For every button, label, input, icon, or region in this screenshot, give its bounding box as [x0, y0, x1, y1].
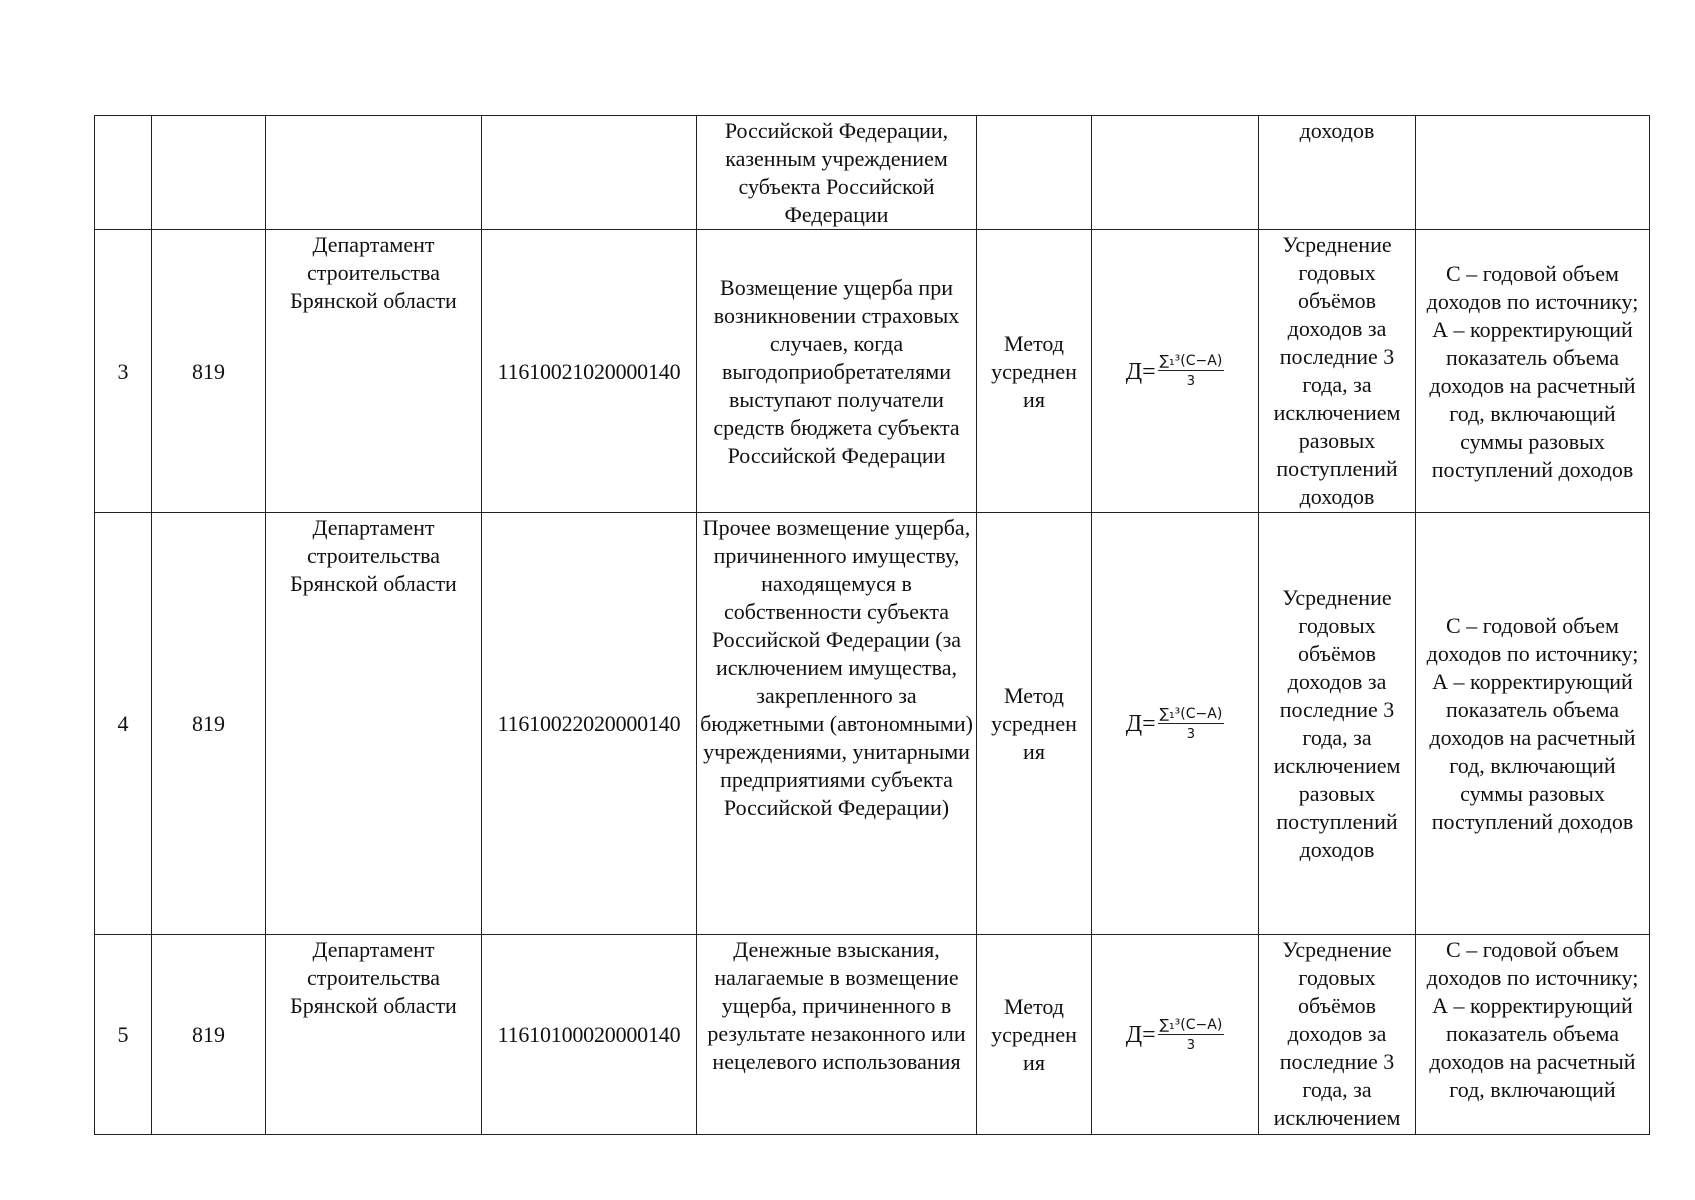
kbk-code-cell: 11610021020000140 [482, 230, 697, 513]
revenue-name-cell: Прочее возмещение ущерба, причиненного имуществу, находящемуся в собственности субъекта Российской Федерации (за исключением имущества, закрепленного за бюджетными (автономными) учреждениями, унитарными предприятиями субъекта Российской Федерации) [697, 513, 977, 935]
revenue-method-table [94, 115, 1650, 1135]
method-cell: Метод усреднен ия [977, 935, 1092, 1135]
row-number-cell [95, 116, 152, 230]
method-cell [977, 116, 1092, 230]
formula-fraction [1158, 353, 1225, 390]
formula-label: Д= [1125, 711, 1156, 737]
row-number-cell: 5 [95, 935, 152, 1135]
table-row [95, 513, 1650, 935]
average-formula [1126, 1017, 1225, 1054]
indicators-cell: С – годовой объем доходов по источнику; А – корректирующий показатель объема доходов на расчетный год, включающий суммы разовых поступлений доходов [1416, 513, 1650, 935]
revenue-name-cell: Денежные взыскания, налагаемые в возмещение ущерба, причиненного в результате незаконного или нецелевого использования [697, 935, 977, 1135]
formula-cell [1092, 935, 1259, 1135]
indicators-cell [1416, 116, 1650, 230]
kbk-code-cell: 11610022020000140 [482, 513, 697, 935]
department-cell: Департамент строительства Брянской области [266, 230, 482, 513]
table-row [95, 116, 1650, 230]
department-cell [266, 116, 482, 230]
revenue-name-cell: Возмещение ущерба при возникновении страховых случаев, когда выгодоприобретателями выступают получатели средств бюджета субъекта Российской Федерации [697, 230, 977, 513]
formula-label: Д= [1125, 1022, 1156, 1048]
table-row [95, 935, 1650, 1135]
department-cell: Департамент строительства Брянской области [266, 935, 482, 1135]
row-number-cell: 3 [95, 230, 152, 513]
admin-code-cell: 819 [152, 513, 266, 935]
formula-fraction [1158, 1017, 1225, 1054]
formula-numerator: ∑₁³(C−A) [1159, 353, 1223, 369]
table-row [95, 230, 1650, 513]
algorithm-cell: Усреднение годовых объёмов доходов за последние 3 года, за исключением разовых поступлений доходов [1259, 513, 1416, 935]
department-cell: Департамент строительства Брянской области [266, 513, 482, 935]
revenue-name-cell: Российской Федерации, казенным учреждением субъекта Российской Федерации [697, 116, 977, 230]
formula-cell [1092, 116, 1259, 230]
kbk-code-cell: 11610100020000140 [482, 935, 697, 1135]
indicators-cell: С – годовой объем доходов по источнику; А – корректирующий показатель объема доходов на расчетный год, включающий [1416, 935, 1650, 1135]
formula-label: Д= [1125, 358, 1156, 385]
formula-cell [1092, 513, 1259, 935]
method-cell: Метод усреднен ия [977, 513, 1092, 935]
method-cell: Метод усреднен ия [977, 230, 1092, 513]
formula-numerator: ∑₁³(C−A) [1159, 705, 1223, 722]
formula-cell [1092, 230, 1259, 513]
admin-code-cell [152, 116, 266, 230]
admin-code-cell: 819 [152, 935, 266, 1135]
admin-code-cell: 819 [152, 230, 266, 513]
formula-fraction [1158, 706, 1225, 743]
average-formula [1126, 706, 1225, 743]
formula-denominator: 3 [1186, 1037, 1196, 1053]
kbk-code-cell [482, 116, 697, 230]
formula-denominator: 3 [1186, 374, 1196, 389]
row-number-cell: 4 [95, 513, 152, 935]
indicators-cell: С – годовой объем доходов по источнику; А – корректирующий показатель объема доходов на расчетный год, включающий суммы разовых поступлений доходов [1416, 230, 1650, 513]
formula-numerator: ∑₁³(C−A) [1159, 1016, 1223, 1033]
algorithm-cell: Усреднение годовых объёмов доходов за последние 3 года, за исключением разовых поступлений доходов [1259, 230, 1416, 513]
algorithm-cell: доходов [1259, 116, 1416, 230]
average-formula [1126, 353, 1225, 390]
formula-denominator: 3 [1186, 726, 1196, 742]
algorithm-cell: Усреднение годовых объёмов доходов за последние 3 года, за исключением [1259, 935, 1416, 1135]
